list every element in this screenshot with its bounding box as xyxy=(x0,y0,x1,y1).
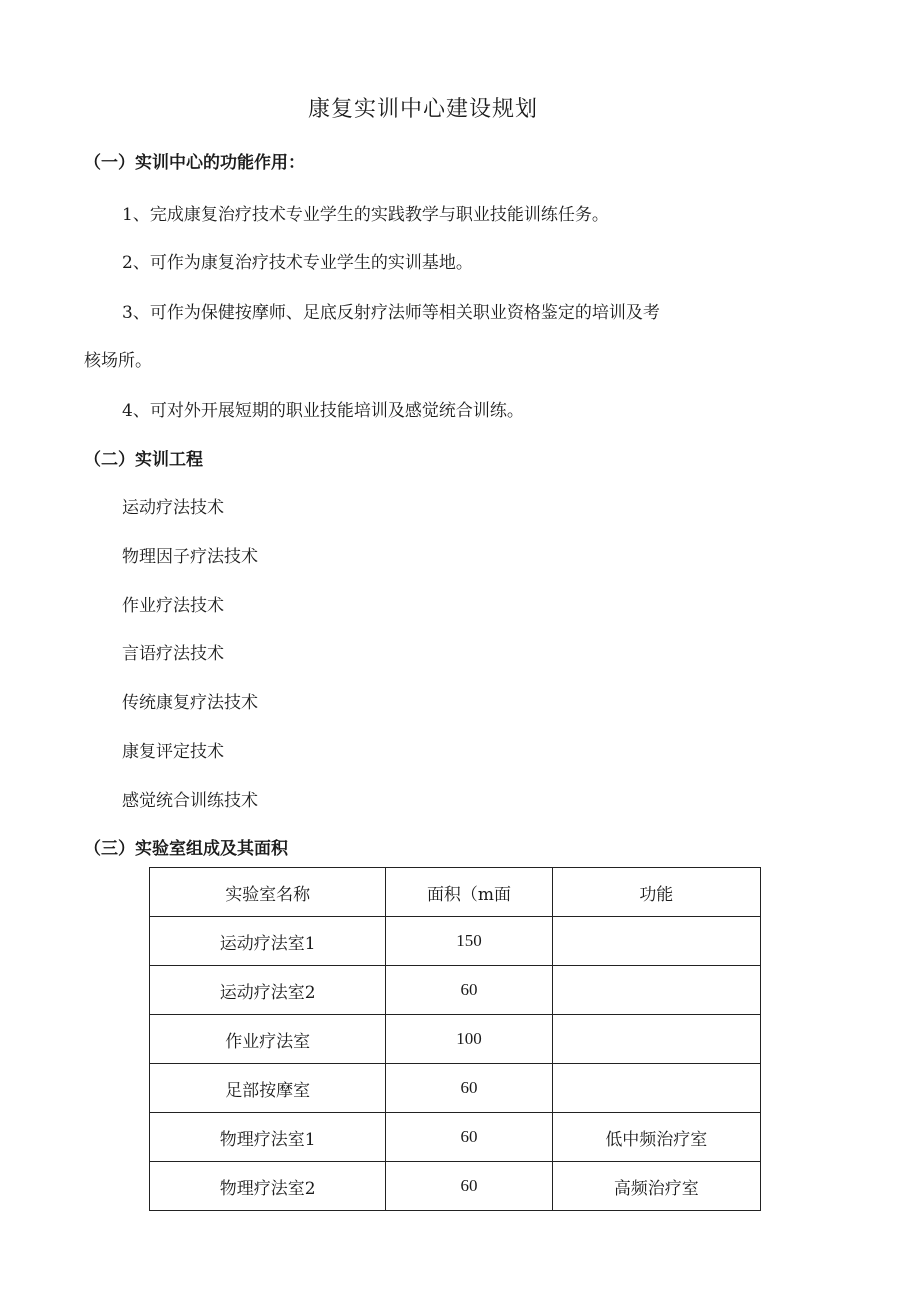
area-cell: 60 xyxy=(386,1064,552,1113)
lab-table xyxy=(149,867,761,1211)
header-function: 功能 xyxy=(552,868,760,917)
page-title: 康复实训中心建设规划 xyxy=(307,97,538,122)
lab-name-cell: 作业疗法室 xyxy=(150,1015,386,1064)
function-item-3: 3、可作为保健按摩师、足底反射疗法师等相关职业资格鉴定的培训及考 xyxy=(122,303,660,323)
function-item-1: 1、完成康复治疗技术专业学生的实践教学与职业技能训练任务。 xyxy=(122,205,609,225)
table-row xyxy=(150,917,761,966)
table-row xyxy=(150,1064,761,1113)
lab-name-cell: 运动疗法室2 xyxy=(150,966,386,1015)
function-cell xyxy=(552,917,760,966)
lab-name-cell: 物理疗法室2 xyxy=(150,1162,386,1211)
function-item-2: 2、可作为康复治疗技术专业学生的实训基地。 xyxy=(122,253,473,273)
function-cell xyxy=(552,966,760,1015)
training-item: 言语疗法技术 xyxy=(122,644,224,664)
section-heading-training: （二）实训工程 xyxy=(84,450,203,470)
training-item: 作业疗法技术 xyxy=(122,596,224,616)
table-row xyxy=(150,966,761,1015)
section-heading-functions: （一）实训中心的功能作用： xyxy=(84,153,305,173)
area-cell: 100 xyxy=(386,1015,552,1064)
header-area: 面积（m面 xyxy=(386,868,552,917)
area-cell: 60 xyxy=(386,1162,552,1211)
area-cell: 60 xyxy=(386,966,552,1015)
function-cell xyxy=(552,1015,760,1064)
lab-name-cell: 运动疗法室1 xyxy=(150,917,386,966)
function-item-4: 4、可对外开展短期的职业技能培训及感觉统合训练。 xyxy=(122,401,524,421)
function-cell: 高频治疗室 xyxy=(552,1162,760,1211)
lab-name-cell: 足部按摩室 xyxy=(150,1064,386,1113)
table-row xyxy=(150,1162,761,1211)
training-item: 传统康复疗法技术 xyxy=(122,693,258,713)
training-item: 物理因子疗法技术 xyxy=(122,547,258,567)
training-item: 运动疗法技术 xyxy=(122,498,224,518)
area-cell: 150 xyxy=(386,917,552,966)
section-heading-labs: （三）实验室组成及其面积 xyxy=(84,839,288,859)
function-cell: 低中频治疗室 xyxy=(552,1113,760,1162)
table-row xyxy=(150,1113,761,1162)
training-item: 康复评定技术 xyxy=(122,742,224,762)
function-cell xyxy=(552,1064,760,1113)
training-item: 感觉统合训练技术 xyxy=(122,791,258,811)
function-item-3-continued: 核场所。 xyxy=(84,351,152,371)
header-lab-name: 实验室名称 xyxy=(150,868,386,917)
lab-name-cell: 物理疗法室1 xyxy=(150,1113,386,1162)
table-row xyxy=(150,1015,761,1064)
area-cell: 60 xyxy=(386,1113,552,1162)
table-header-row xyxy=(150,868,761,917)
